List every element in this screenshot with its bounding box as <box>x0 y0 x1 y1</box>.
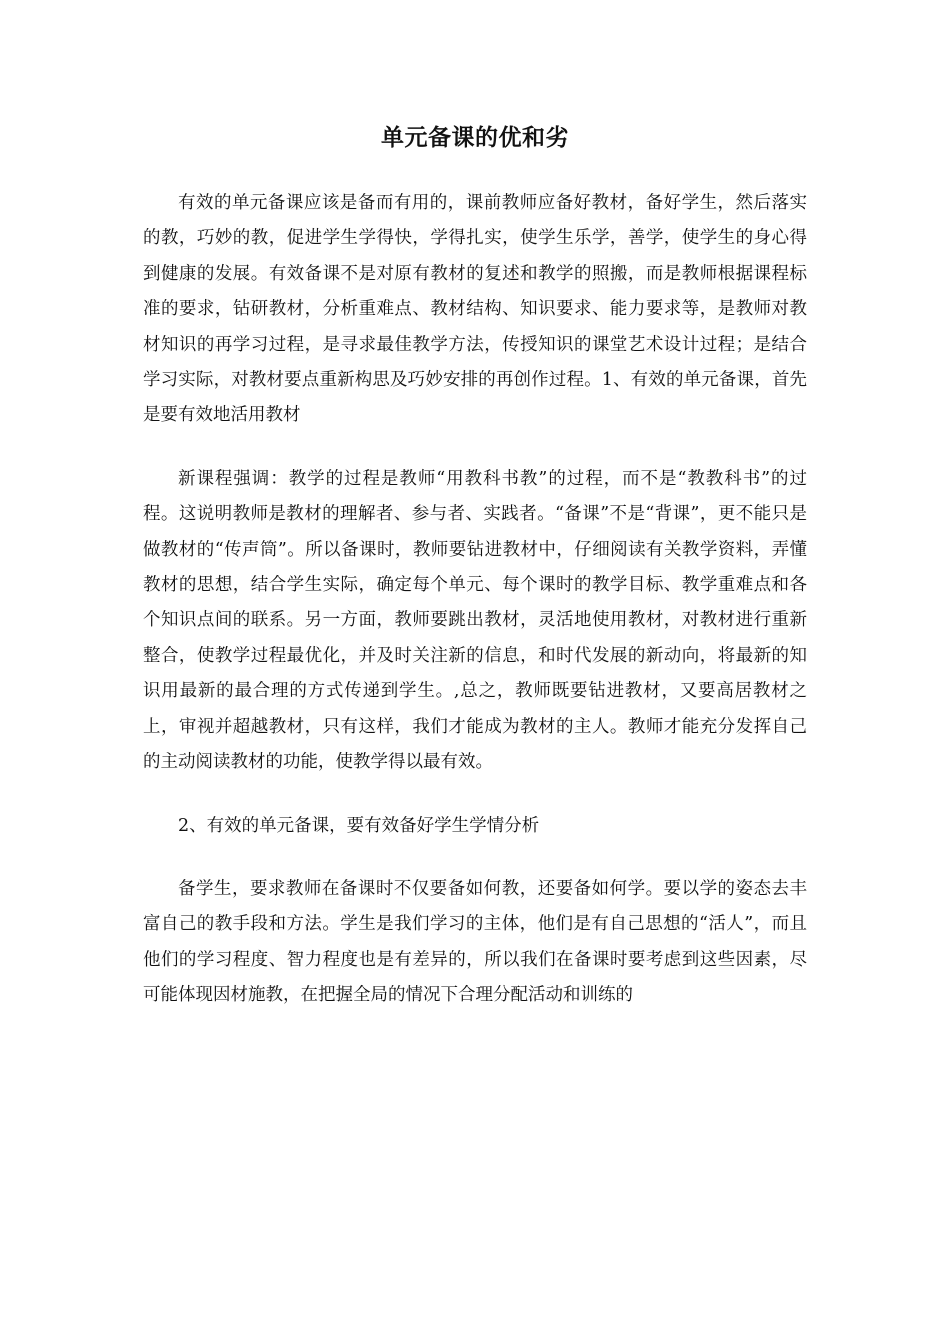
paragraph-3-heading: 2、有效的单元备课，要有效备好学生学情分析 <box>178 815 540 836</box>
document-title: 单元备课的优和劣 <box>381 124 569 151</box>
paragraph-2: 新课程强调：教学的过程是教师“用教科书教”的过程，而不是“教教科书”的过程。这说明教师是教材的理解者、参与者、实践者。“备课”不是“背课”，更不能只是做教材的“传声筒”。所以备课时，教师要钻进教材中，仔细阅读有关教学资料，弄懂教材的思想，结合学生实际，确定每个单元、每个课时的教学目标、教学重难点和各个知识点间的联系。另一方面，教师要跳出教材，灵活地使用教材，对教材进行重新整合，使教学过程最优化，并及时关注新的信息，和时代发展的新动向，将最新的知识用最新的最合理的方式传递到学生。,总之，教师既要钻进教材，又要高居教材之上，审视并超越教材，只有这样，我们才能成为教材的主人。教师才能充分发挥自己的主动阅读教材的功能，使教学得以最有效。 <box>143 468 807 773</box>
paragraph-4: 备学生，要求教师在备课时不仅要备如何教，还要备如何学。要以学的姿态去丰富自己的教手段和方法。学生是我们学习的主体，他们是有自己思想的“活人”，而且他们的学习程度、智力程度也是有差异的，所以我们在备课时要考虑到这些因素，尽可能体现因材施教，在把握全局的情况下合理分配活动和训练的 <box>143 878 807 1006</box>
paragraph-1: 有效的单元备课应该是备而有用的，课前教师应备好教材，备好学生，然后落实的教，巧妙的教，促进学生学得快，学得扎实，使学生乐学，善学，使学生的身心得到健康的发展。有效备课不是对原有教材的复述和教学的照搬，而是教师根据课程标准的要求，钻研教材，分析重难点、教材结构、知识要求、能力要求等，是教师对教材知识的再学习过程，是寻求最佳教学方法，传授知识的课堂艺术设计过程；是结合学习实际，对教材要点重新构思及巧妙安排的再创作过程。1、有效的单元备课，首先是要有效地活用教材 <box>143 193 807 426</box>
document-body <box>143 186 807 1014</box>
